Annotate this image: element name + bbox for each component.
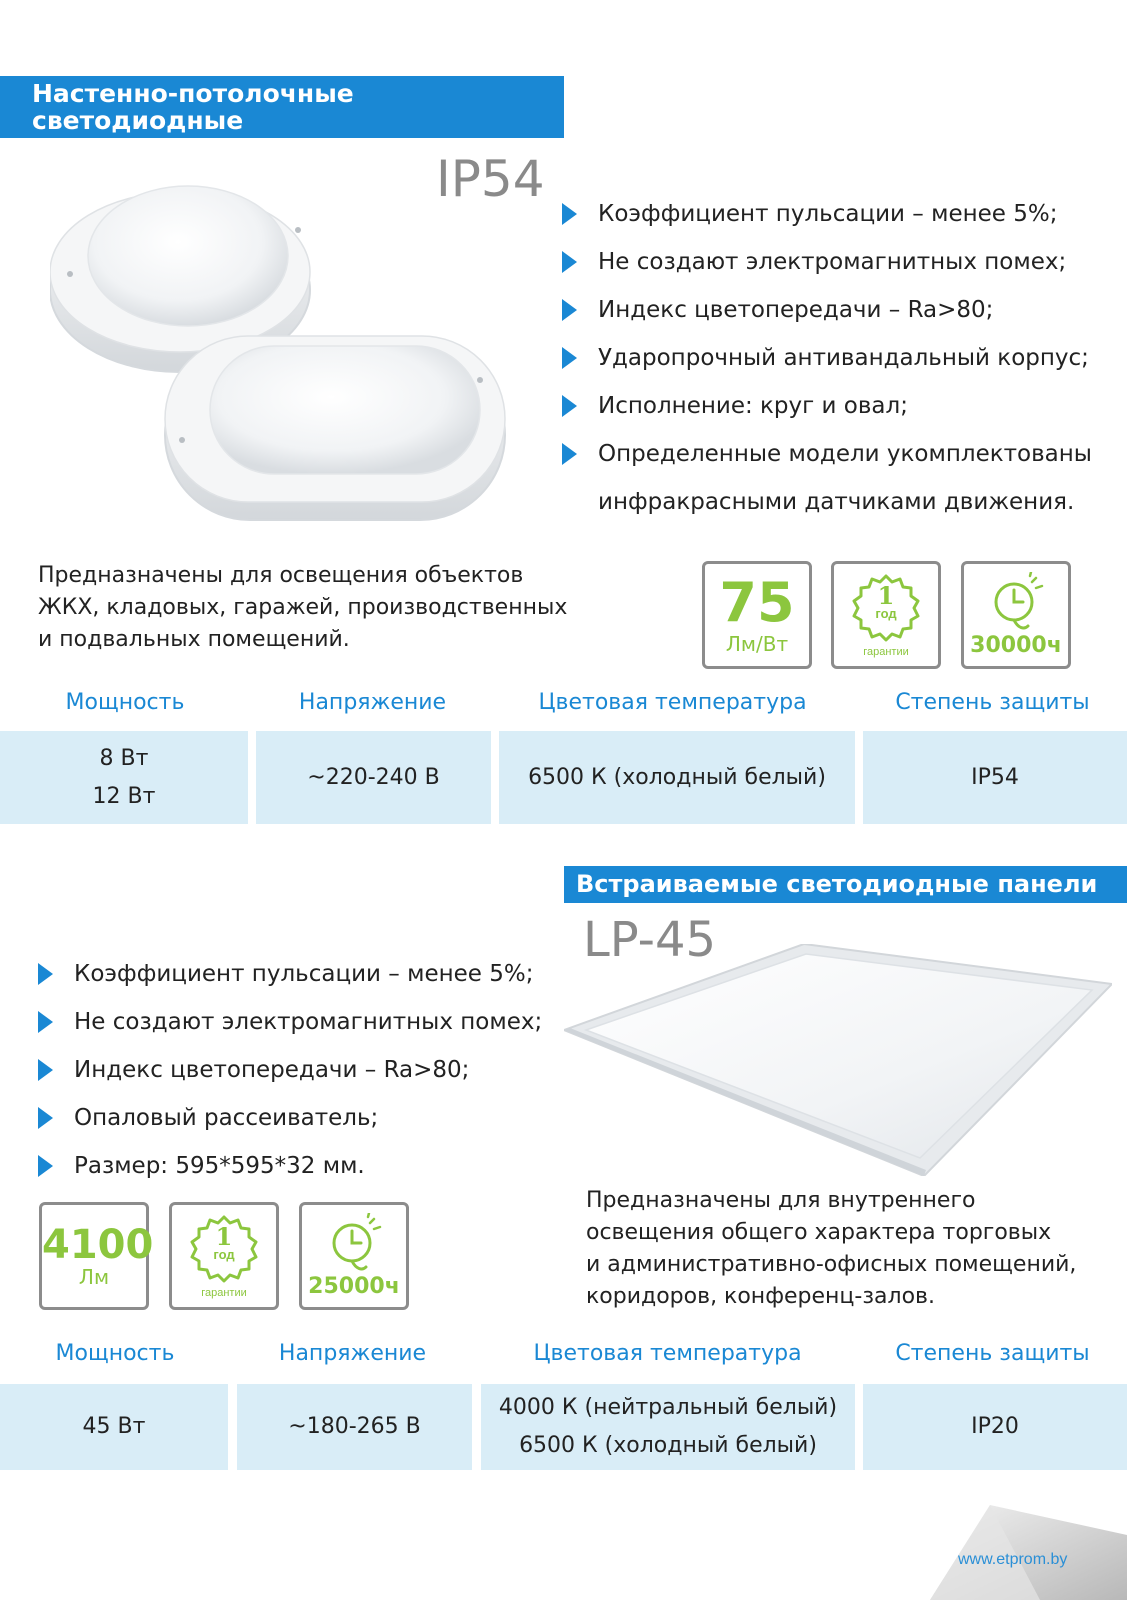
list-item-continuation: инфракрасными датчиками движения. <box>598 489 1075 515</box>
clock-icon <box>324 1213 384 1273</box>
led-panel-image <box>564 944 1112 1176</box>
table1-header-protection: Степень защиты <box>895 690 1090 715</box>
list-item: Индекс цветопередачи – Ra>80; <box>562 286 1122 334</box>
section1-title-line2: светильники <box>32 133 215 162</box>
warranty-years: 1 <box>215 1222 233 1251</box>
bullet-triangle-icon <box>38 1155 53 1177</box>
table1-header-power: Мощность <box>65 690 185 715</box>
list-item: Опаловый рассеиватель; <box>38 1094 578 1142</box>
list-item: Коэффициент пульсации – менее 5%; <box>562 190 1122 238</box>
table2-cell-voltage: ~180-265 В <box>237 1384 472 1470</box>
list-item: Индекс цветопередачи – Ra>80; <box>38 1046 578 1094</box>
section1-features-list <box>562 190 1122 526</box>
section2-features-list <box>38 950 578 1190</box>
bullet-triangle-icon <box>562 395 577 417</box>
bullet-triangle-icon <box>562 203 577 225</box>
clock-icon <box>986 572 1046 632</box>
led-panel-shape <box>564 944 1112 1176</box>
efficacy-badge <box>702 561 812 669</box>
luminous-flux-badge <box>39 1202 154 1310</box>
list-item: Не создают электромагнитных помех; <box>38 998 578 1046</box>
table2-header-voltage: Напряжение <box>278 1341 427 1366</box>
table1-cell-power: 8 Вт 12 Вт <box>0 731 248 824</box>
section1-model: IP54 <box>436 150 545 208</box>
bullet-triangle-icon <box>562 299 577 321</box>
bullet-triangle-icon <box>562 347 577 369</box>
bullet-triangle-icon <box>562 251 577 273</box>
lifetime-badge <box>961 561 1071 669</box>
flux-value: 4100 <box>42 1222 154 1268</box>
table2-cell-color-temp: 4000 К (нейтральный белый) 6500 К (холодный белый) <box>481 1384 855 1470</box>
table1-cell-color-temp: 6500 К (холодный белый) <box>499 731 855 824</box>
table1-cell-protection: IP54 <box>863 731 1127 824</box>
bullet-triangle-icon <box>38 1011 53 1033</box>
list-item: Ударопрочный антивандальный корпус; <box>562 334 1122 382</box>
flux-unit: Лм <box>78 1265 110 1289</box>
section2-title-banner: Встраиваемые светодиодные панели <box>564 866 1127 903</box>
list-item: Исполнение: круг и овал; <box>562 382 1122 430</box>
warranty-unit: год <box>213 1247 235 1262</box>
warranty-badge <box>169 1202 279 1310</box>
table2-header-protection: Степень защиты <box>895 1341 1090 1366</box>
warranty-label: гарантии <box>201 1287 247 1299</box>
section2-description: Предназначены для внутреннего освещения общего характера торговых и административно-офисных помещений, коридоров, конференц-залов. <box>586 1188 1077 1309</box>
table2-cell-protection: IP20 <box>863 1384 1127 1470</box>
warranty-badge <box>831 561 941 669</box>
table1-header-voltage: Напряжение <box>298 690 447 715</box>
lifetime-badge <box>299 1202 409 1310</box>
lifetime-hours: 25000ч <box>308 1274 400 1299</box>
oval-fixture-shape <box>165 336 505 520</box>
bullet-triangle-icon <box>38 1059 53 1081</box>
table2-cell-power: 45 Вт <box>0 1384 228 1470</box>
list-item: Коэффициент пульсации – менее 5%; <box>38 950 578 998</box>
warranty-years: 1 <box>877 581 895 610</box>
table1-header-color-temp: Цветовая температура <box>538 690 807 715</box>
table2-header-color-temp: Цветовая температура <box>533 1341 802 1366</box>
list-item: Размер: 595*595*32 мм. <box>38 1142 578 1190</box>
section1-title-banner <box>0 76 564 162</box>
bullet-triangle-icon <box>562 443 577 465</box>
lifetime-hours: 30000ч <box>970 633 1062 658</box>
table2-header-power: Мощность <box>55 1341 175 1366</box>
section2-model: LP-45 <box>583 912 717 968</box>
bullet-triangle-icon <box>38 963 53 985</box>
efficacy-value: 75 <box>719 571 795 634</box>
section1-title-line1: Настенно-потолочные светодиодные <box>32 79 354 135</box>
list-item: Не создают электромагнитных помех; <box>562 238 1122 286</box>
table1-cell-voltage: ~220-240 В <box>256 731 491 824</box>
warranty-unit: год <box>875 606 897 621</box>
warranty-label: гарантии <box>863 646 909 658</box>
list-item: Определенные модели укомплектованы <box>562 430 1122 478</box>
footer-website-link[interactable]: www.etprom.by <box>958 1551 1068 1568</box>
bullet-triangle-icon <box>38 1107 53 1129</box>
wall-ceiling-fixtures-image <box>50 168 510 538</box>
efficacy-unit: Лм/Вт <box>725 632 789 656</box>
section1-description: Предназначены для освещения объектов ЖКХ, кладовых, гаражей, производственных и подвальных помещений. <box>38 563 568 652</box>
